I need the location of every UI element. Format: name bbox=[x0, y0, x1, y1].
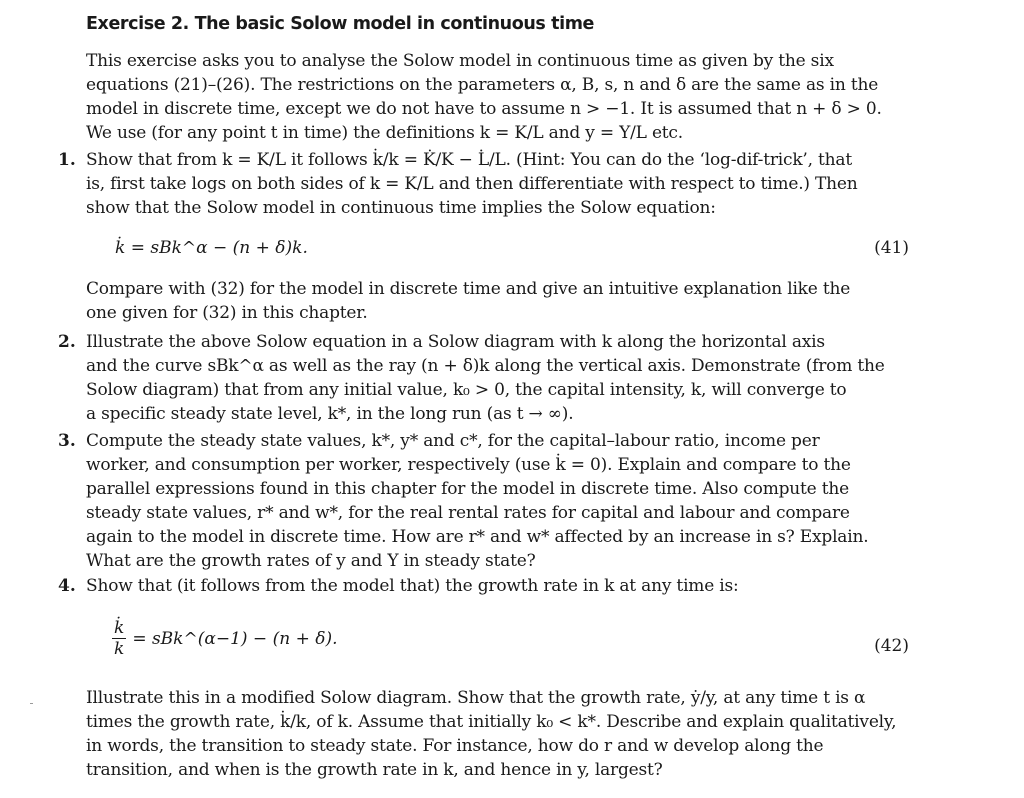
equation-41-number: (41) bbox=[874, 238, 909, 258]
item-line: Solow diagram) that from any initial value, k₀ > 0, the capital intensity, k, will converge to bbox=[86, 380, 847, 400]
item-line: in words, the transition to steady state. For instance, how do r and w develop along the bbox=[86, 736, 824, 756]
item-line: worker, and consumption per worker, respectively (use k̇ = 0). Explain and compare to the bbox=[86, 455, 851, 475]
equation-42-fraction bbox=[112, 618, 126, 659]
equation-42 bbox=[112, 618, 337, 659]
item-line: Show that from k = K/L it follows k̇/k = K̇/K − L̇/L. (Hint: You can do the ‘log-dif-trick’, that bbox=[86, 150, 852, 170]
intro-line: We use (for any point t in time) the definitions k = K/L and y = Y/L etc. bbox=[86, 123, 683, 143]
item-1-number: 1. bbox=[58, 150, 76, 170]
item-line: one given for (32) in this chapter. bbox=[86, 303, 368, 323]
item-3-text bbox=[86, 429, 916, 573]
equation-42-number: (42) bbox=[874, 636, 909, 656]
intro-line: This exercise asks you to analyse the Solow model in continuous time as given by the six bbox=[86, 51, 834, 71]
equation-42-rhs: = sBk^(α−1) − (n + δ). bbox=[132, 628, 338, 649]
exercise-title: The basic Solow model in continuous time bbox=[194, 14, 594, 34]
item-1-text bbox=[86, 148, 916, 220]
item-4-text bbox=[86, 574, 916, 598]
item-1-after-text bbox=[86, 277, 916, 325]
item-line: transition, and when is the growth rate in k, and hence in y, largest? bbox=[86, 760, 663, 780]
fraction-denominator: k bbox=[114, 639, 125, 659]
item-line: times the growth rate, k̇/k, of k. Assume that initially k₀ < k*. Describe and explain qualitatively, bbox=[86, 712, 897, 732]
item-line: What are the growth rates of y and Y in steady state? bbox=[86, 551, 536, 571]
item-line: parallel expressions found in this chapter for the model in discrete time. Also compute the bbox=[86, 479, 849, 499]
fraction-numerator: k̇ bbox=[114, 618, 125, 638]
item-line: Show that (it follows from the model that) the growth rate in k at any time is: bbox=[86, 576, 739, 596]
item-line: again to the model in discrete time. How are r* and w* affected by an increase in s? Explain. bbox=[86, 527, 869, 547]
item-2-text bbox=[86, 330, 916, 426]
item-2-number: 2. bbox=[58, 332, 76, 352]
item-4-after-text bbox=[86, 686, 916, 782]
item-line: Compare with (32) for the model in discrete time and give an intuitive explanation like the bbox=[86, 279, 851, 299]
item-line: and the curve sBk^α as well as the ray (n + δ)k along the vertical axis. Demonstrate (from the bbox=[86, 356, 885, 376]
item-line: show that the Solow model in continuous time implies the Solow equation: bbox=[86, 198, 716, 218]
scan-speck bbox=[30, 703, 33, 704]
exercise-label: Exercise 2. bbox=[86, 14, 189, 34]
intro-line: model in discrete time, except we do not have to assume n > −1. It is assumed that n + δ > 0. bbox=[86, 99, 882, 119]
exercise-heading bbox=[86, 14, 594, 34]
item-3-number: 3. bbox=[58, 431, 76, 451]
item-line: Compute the steady state values, k*, y* and c*, for the capital–labour ratio, income per bbox=[86, 431, 820, 451]
item-line: Illustrate the above Solow equation in a Solow diagram with k along the horizontal axis bbox=[86, 332, 825, 352]
item-line: Illustrate this in a modified Solow diagram. Show that the growth rate, ẏ/y, at any time t is α bbox=[86, 688, 866, 708]
item-line: is, first take logs on both sides of k = K/L and then differentiate with respect to time.) Then bbox=[86, 174, 858, 194]
intro-paragraph bbox=[86, 49, 916, 145]
item-line: steady state values, r* and w*, for the real rental rates for capital and labour and compare bbox=[86, 503, 850, 523]
item-line: a specific steady state level, k*, in the long run (as t → ∞). bbox=[86, 404, 574, 424]
item-4-number: 4. bbox=[58, 576, 76, 596]
intro-line: equations (21)–(26). The restrictions on the parameters α, B, s, n and δ are the same as in the bbox=[86, 75, 879, 95]
equation-41: k̇ = sBk^α − (n + δ)k. bbox=[115, 238, 308, 258]
